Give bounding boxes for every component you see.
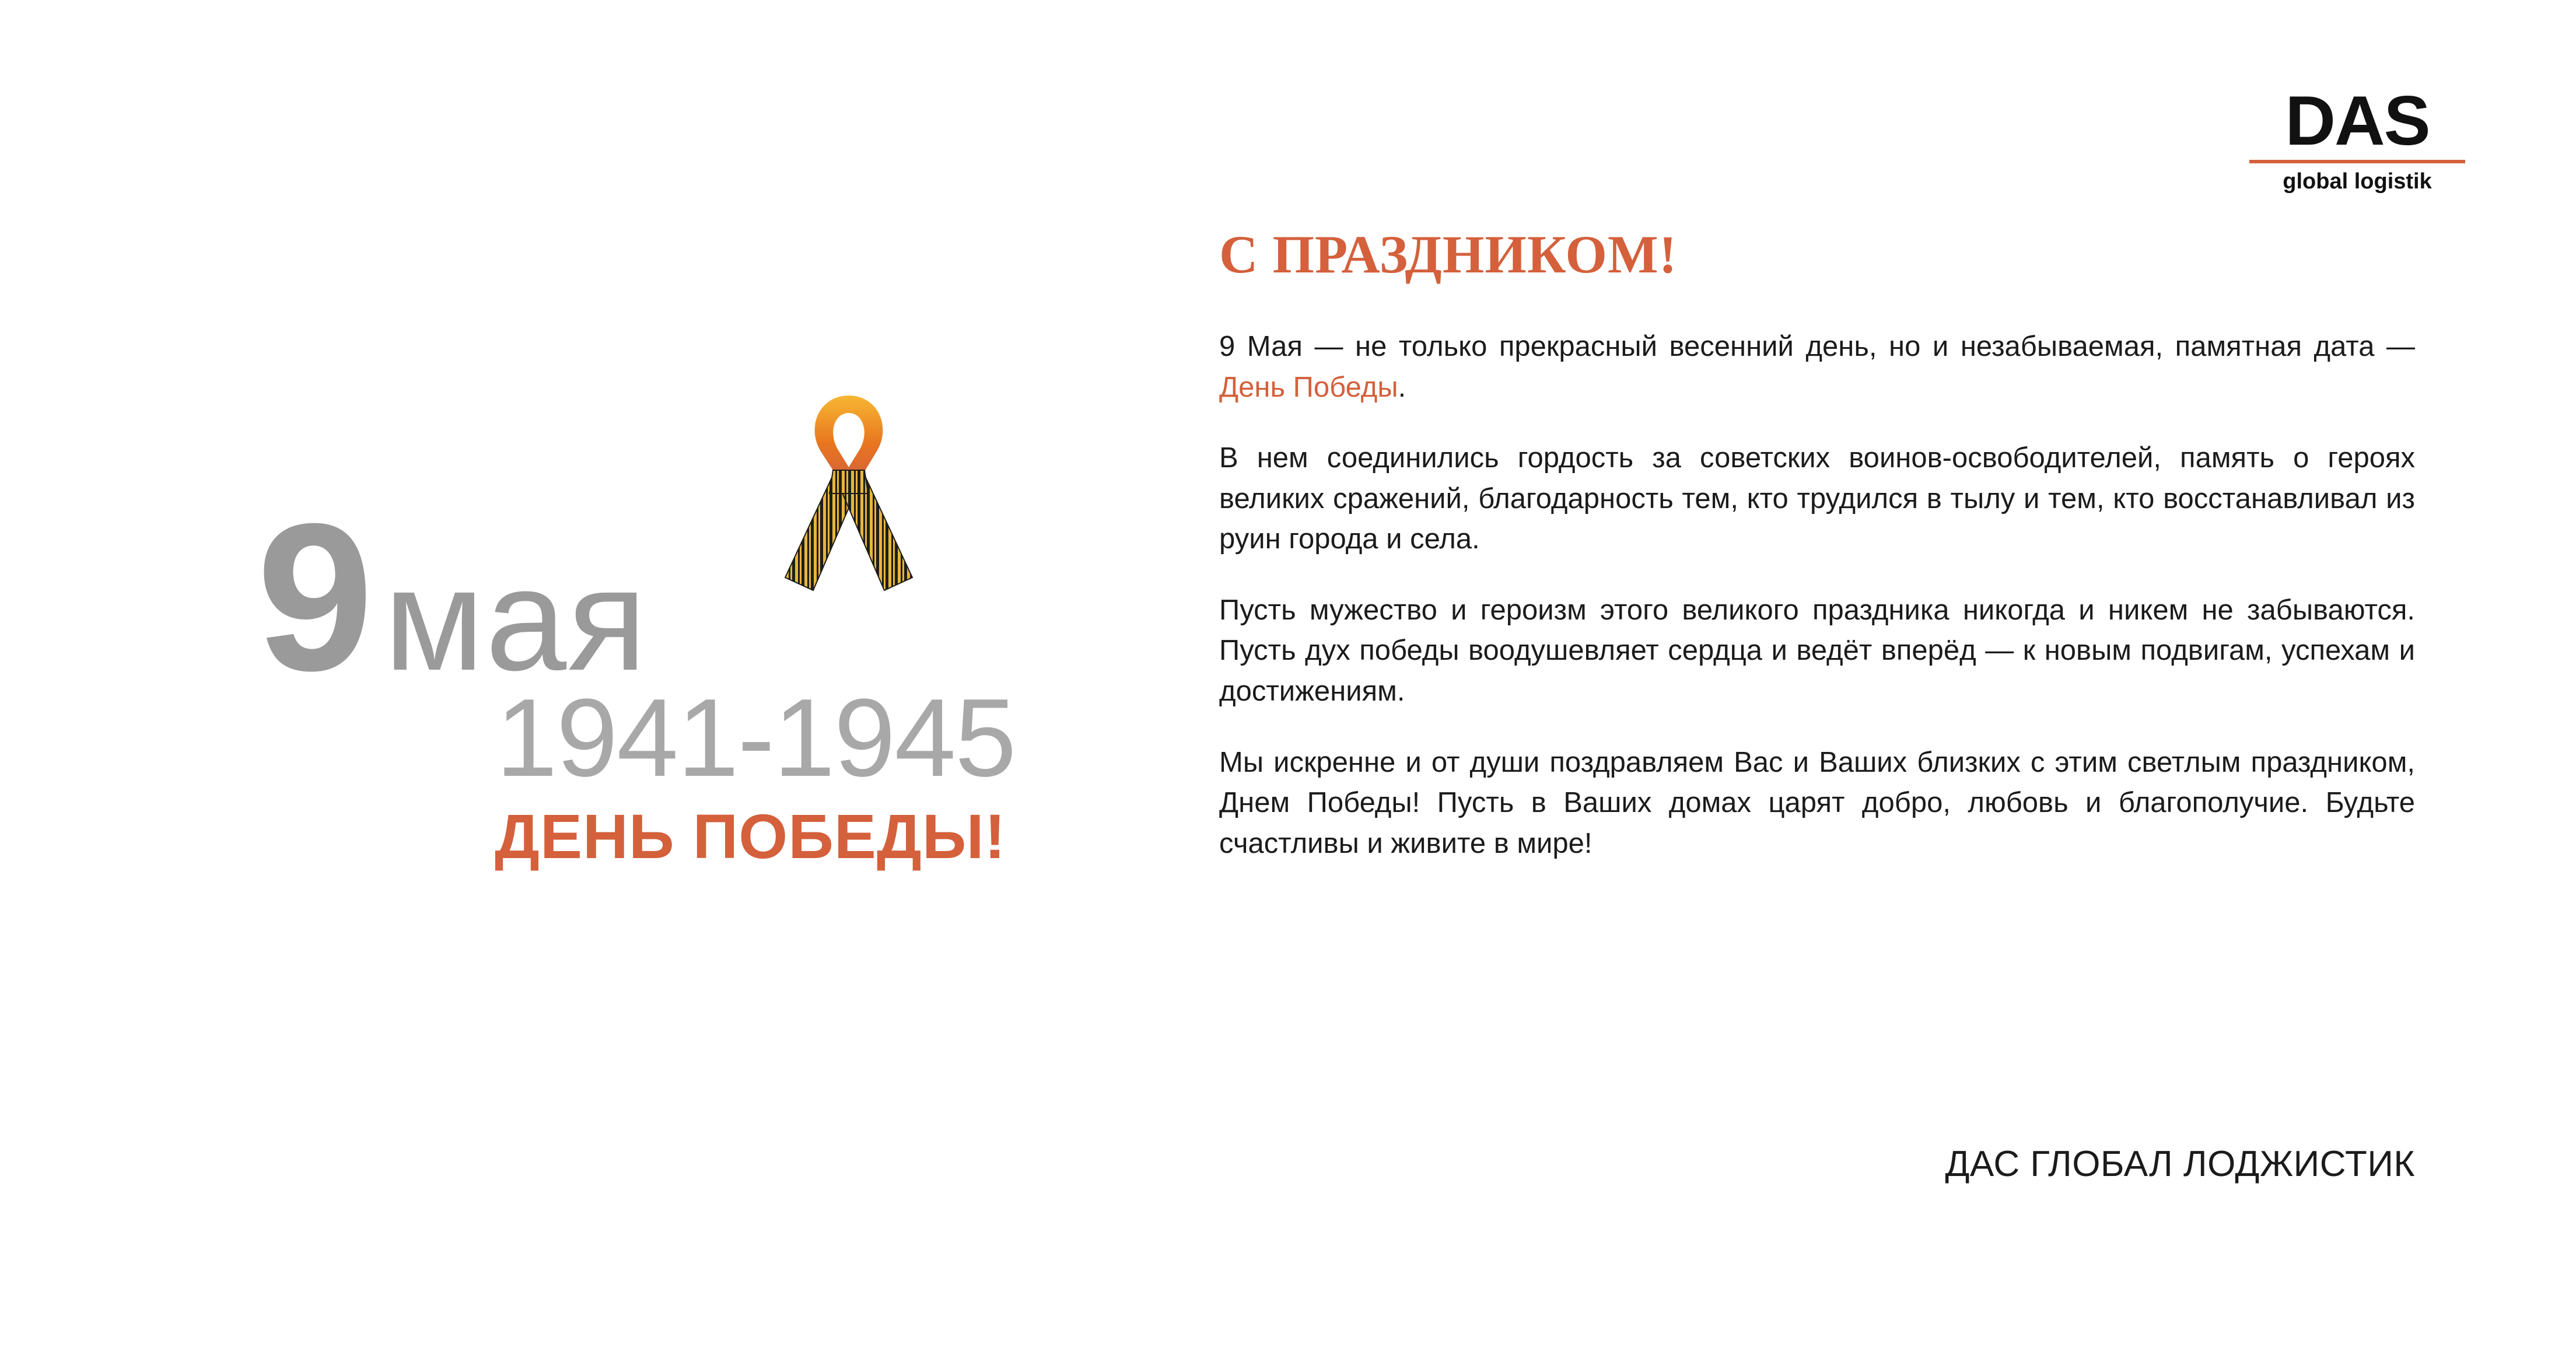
nine-may-title xyxy=(257,480,648,715)
logo-tagline: global logistik xyxy=(2283,169,2432,194)
victory-day-label: ДЕНЬ ПОБЕДЫ! xyxy=(495,801,1006,872)
company-signature: ДАС ГЛОБАЛ ЛОДЖИСТИК xyxy=(1945,1144,2415,1184)
victory-day-highlight: День Победы xyxy=(1219,371,1398,403)
paragraph-1-tail: . xyxy=(1398,371,1406,403)
nine-numeral: 9 xyxy=(257,480,370,715)
month-label: мая xyxy=(384,538,648,701)
das-logo xyxy=(2249,82,2465,194)
paragraph-4: Мы искренне и от души поздравляем Вас и Ваших близких с этим светлым праздником, Днем Победы! Пусть в Ваших домах царят добро, любовь и благополучие. Будьте счастливы и живите в мире! xyxy=(1219,746,2415,859)
paragraph-1 xyxy=(1219,327,2415,408)
message-body xyxy=(1219,225,2415,864)
logo-wordmark: DAS xyxy=(2285,82,2430,160)
years-label: 1941-1945 xyxy=(496,676,1016,800)
paragraph-3: Пусть мужество и героизм этого великого праздника никогда и никем не забываются. Пусть дух победы воодушевляет сердца и ведёт вперёд — к новым подвигам, успехам и достижениям. xyxy=(1219,594,2415,708)
page-title: С ПРАЗДНИКОМ! xyxy=(1219,225,1678,284)
paragraph-1-lead: 9 Мая — не только прекрасный весенний день, но и незабываемая, памятная дата — xyxy=(1219,331,2415,362)
paragraph-2: В нем соединились гордость за советских воинов-освободителей, память о героях великих сражений, благодарность тем, кто трудился в тылу и тем, кто восстанавливал из руин города и села. xyxy=(1219,442,2415,555)
st-george-ribbon-icon xyxy=(764,385,933,618)
logo-divider xyxy=(2249,160,2465,163)
victory-day-emblem xyxy=(222,373,1108,968)
